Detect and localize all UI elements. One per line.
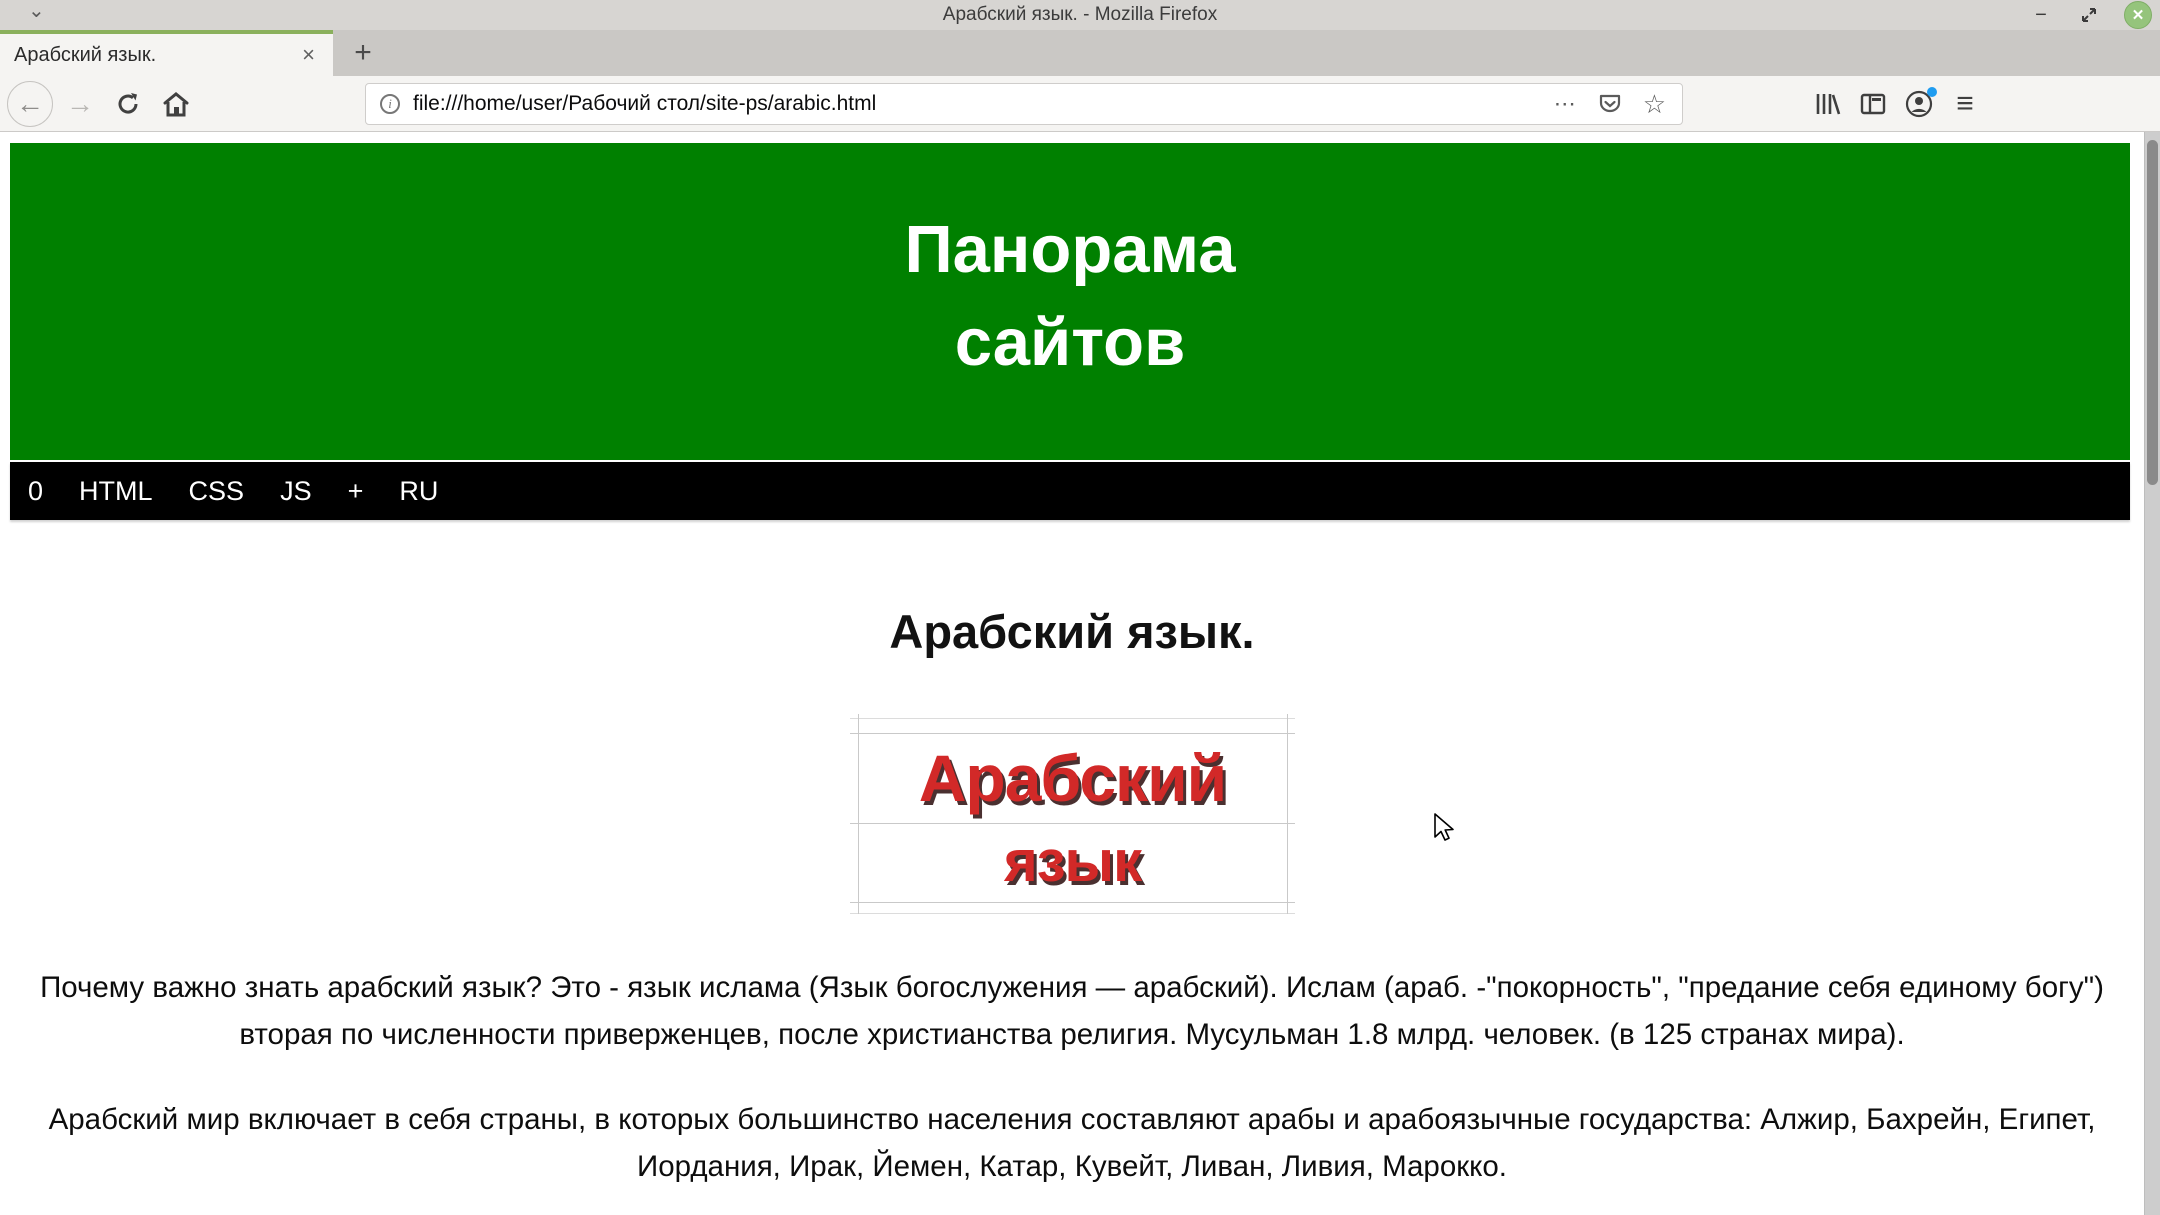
grid-line <box>850 718 1295 719</box>
account-button[interactable] <box>1896 81 1942 127</box>
back-arrow-icon: ← <box>16 87 44 119</box>
site-nav-item-0[interactable]: 0 <box>28 475 44 506</box>
site-nav-item-html[interactable]: HTML <box>79 475 153 506</box>
close-button[interactable] <box>2124 1 2152 29</box>
new-tab-button[interactable]: + <box>354 36 372 69</box>
menu-button[interactable] <box>1942 81 1988 127</box>
back-button[interactable] <box>4 76 56 131</box>
url-text[interactable]: file:///home/user/Рабочий стол/site-ps/arabic.html <box>413 92 877 115</box>
forward-button[interactable] <box>58 76 102 131</box>
restore-icon <box>2079 5 2099 25</box>
window-controls <box>2028 0 2152 30</box>
arabic-wordart-image <box>850 714 1295 914</box>
pocket-icon[interactable] <box>1597 91 1623 117</box>
site-nav-item-js[interactable]: JS <box>280 475 312 506</box>
reload-button[interactable] <box>106 76 150 131</box>
grid-line <box>850 902 1295 903</box>
mouse-cursor <box>1433 813 1459 843</box>
site-header-banner <box>10 143 2130 460</box>
paragraph-2: Арабский мир включает в себя страны, в которых большинство населения составляют арабы и арабоязычные государства: Алжир, Бахрейн, Египет, Иордания, Ирак, Йемен, Катар, Кувейт, Ливан, Ливия, Марокко. <box>48 1103 2096 1183</box>
page-info-icon[interactable]: i <box>380 94 400 114</box>
vertical-scrollbar[interactable] <box>2144 132 2160 1215</box>
tab-title: Арабский язык. <box>14 43 157 66</box>
close-icon: ✕ <box>2131 7 2145 24</box>
reload-icon <box>114 90 142 118</box>
tab-bar <box>0 30 2160 76</box>
grid-line <box>1287 714 1288 914</box>
site-nav-item-plus[interactable]: + <box>347 475 364 506</box>
page-content <box>0 132 2144 1215</box>
tab-arabic-language[interactable] <box>0 30 333 76</box>
scrollbar-thumb[interactable] <box>2147 140 2158 485</box>
tab-close-icon[interactable]: × <box>302 42 315 67</box>
banner-word-1: Арабский <box>918 741 1227 815</box>
toolbar-right-icons <box>1804 76 1988 131</box>
site-nav-item-css[interactable]: CSS <box>188 475 245 506</box>
paragraph-1: Почему важно знать арабский язык? Это - язык ислама (Язык богослужения — арабский). Ислам (араб. -"покорность", "предание себя единому богу") вторая по численности приверженцев, после христианства религия. Мусульман 1.8 млрд. человек. (в 125 странах мира). <box>40 971 2104 1051</box>
site-title-line1: Панорама <box>904 212 1236 287</box>
grid-line <box>850 823 1295 824</box>
library-icon <box>1813 90 1841 118</box>
window-title: Арабский язык. - Mozilla Firefox <box>942 4 1218 25</box>
url-bar[interactable] <box>365 83 1683 125</box>
site-title-line2: сайтов <box>954 305 1186 380</box>
home-icon <box>161 90 191 118</box>
grid-line <box>850 913 1295 914</box>
account-notification-badge <box>1927 87 1937 97</box>
banner-word-2: язык <box>1003 829 1142 894</box>
window-titlebar <box>0 0 2160 30</box>
bookmark-star-icon[interactable]: ☆ <box>1642 88 1666 119</box>
page-title: Арабский язык. <box>889 605 1255 658</box>
sidebars-icon <box>1859 90 1887 118</box>
sidebars-button[interactable] <box>1850 81 1896 127</box>
home-button[interactable] <box>154 76 198 131</box>
minimize-button[interactable]: − <box>2035 3 2047 26</box>
hamburger-menu-icon: ≡ <box>1956 86 1974 120</box>
forward-arrow-icon: → <box>66 87 94 119</box>
browser-toolbar <box>0 76 2160 132</box>
site-nav-bar <box>10 462 2130 520</box>
article-text <box>0 964 2144 1190</box>
library-button[interactable] <box>1804 81 1850 127</box>
window-menu-chevron-icon[interactable]: ⌄ <box>28 0 45 22</box>
grid-line <box>850 733 1295 734</box>
urlbar-actions <box>1554 89 1666 120</box>
restore-button[interactable] <box>2076 2 2102 28</box>
page-actions-icon[interactable]: ⋯ <box>1553 91 1577 116</box>
site-nav-item-ru[interactable]: RU <box>399 475 439 506</box>
